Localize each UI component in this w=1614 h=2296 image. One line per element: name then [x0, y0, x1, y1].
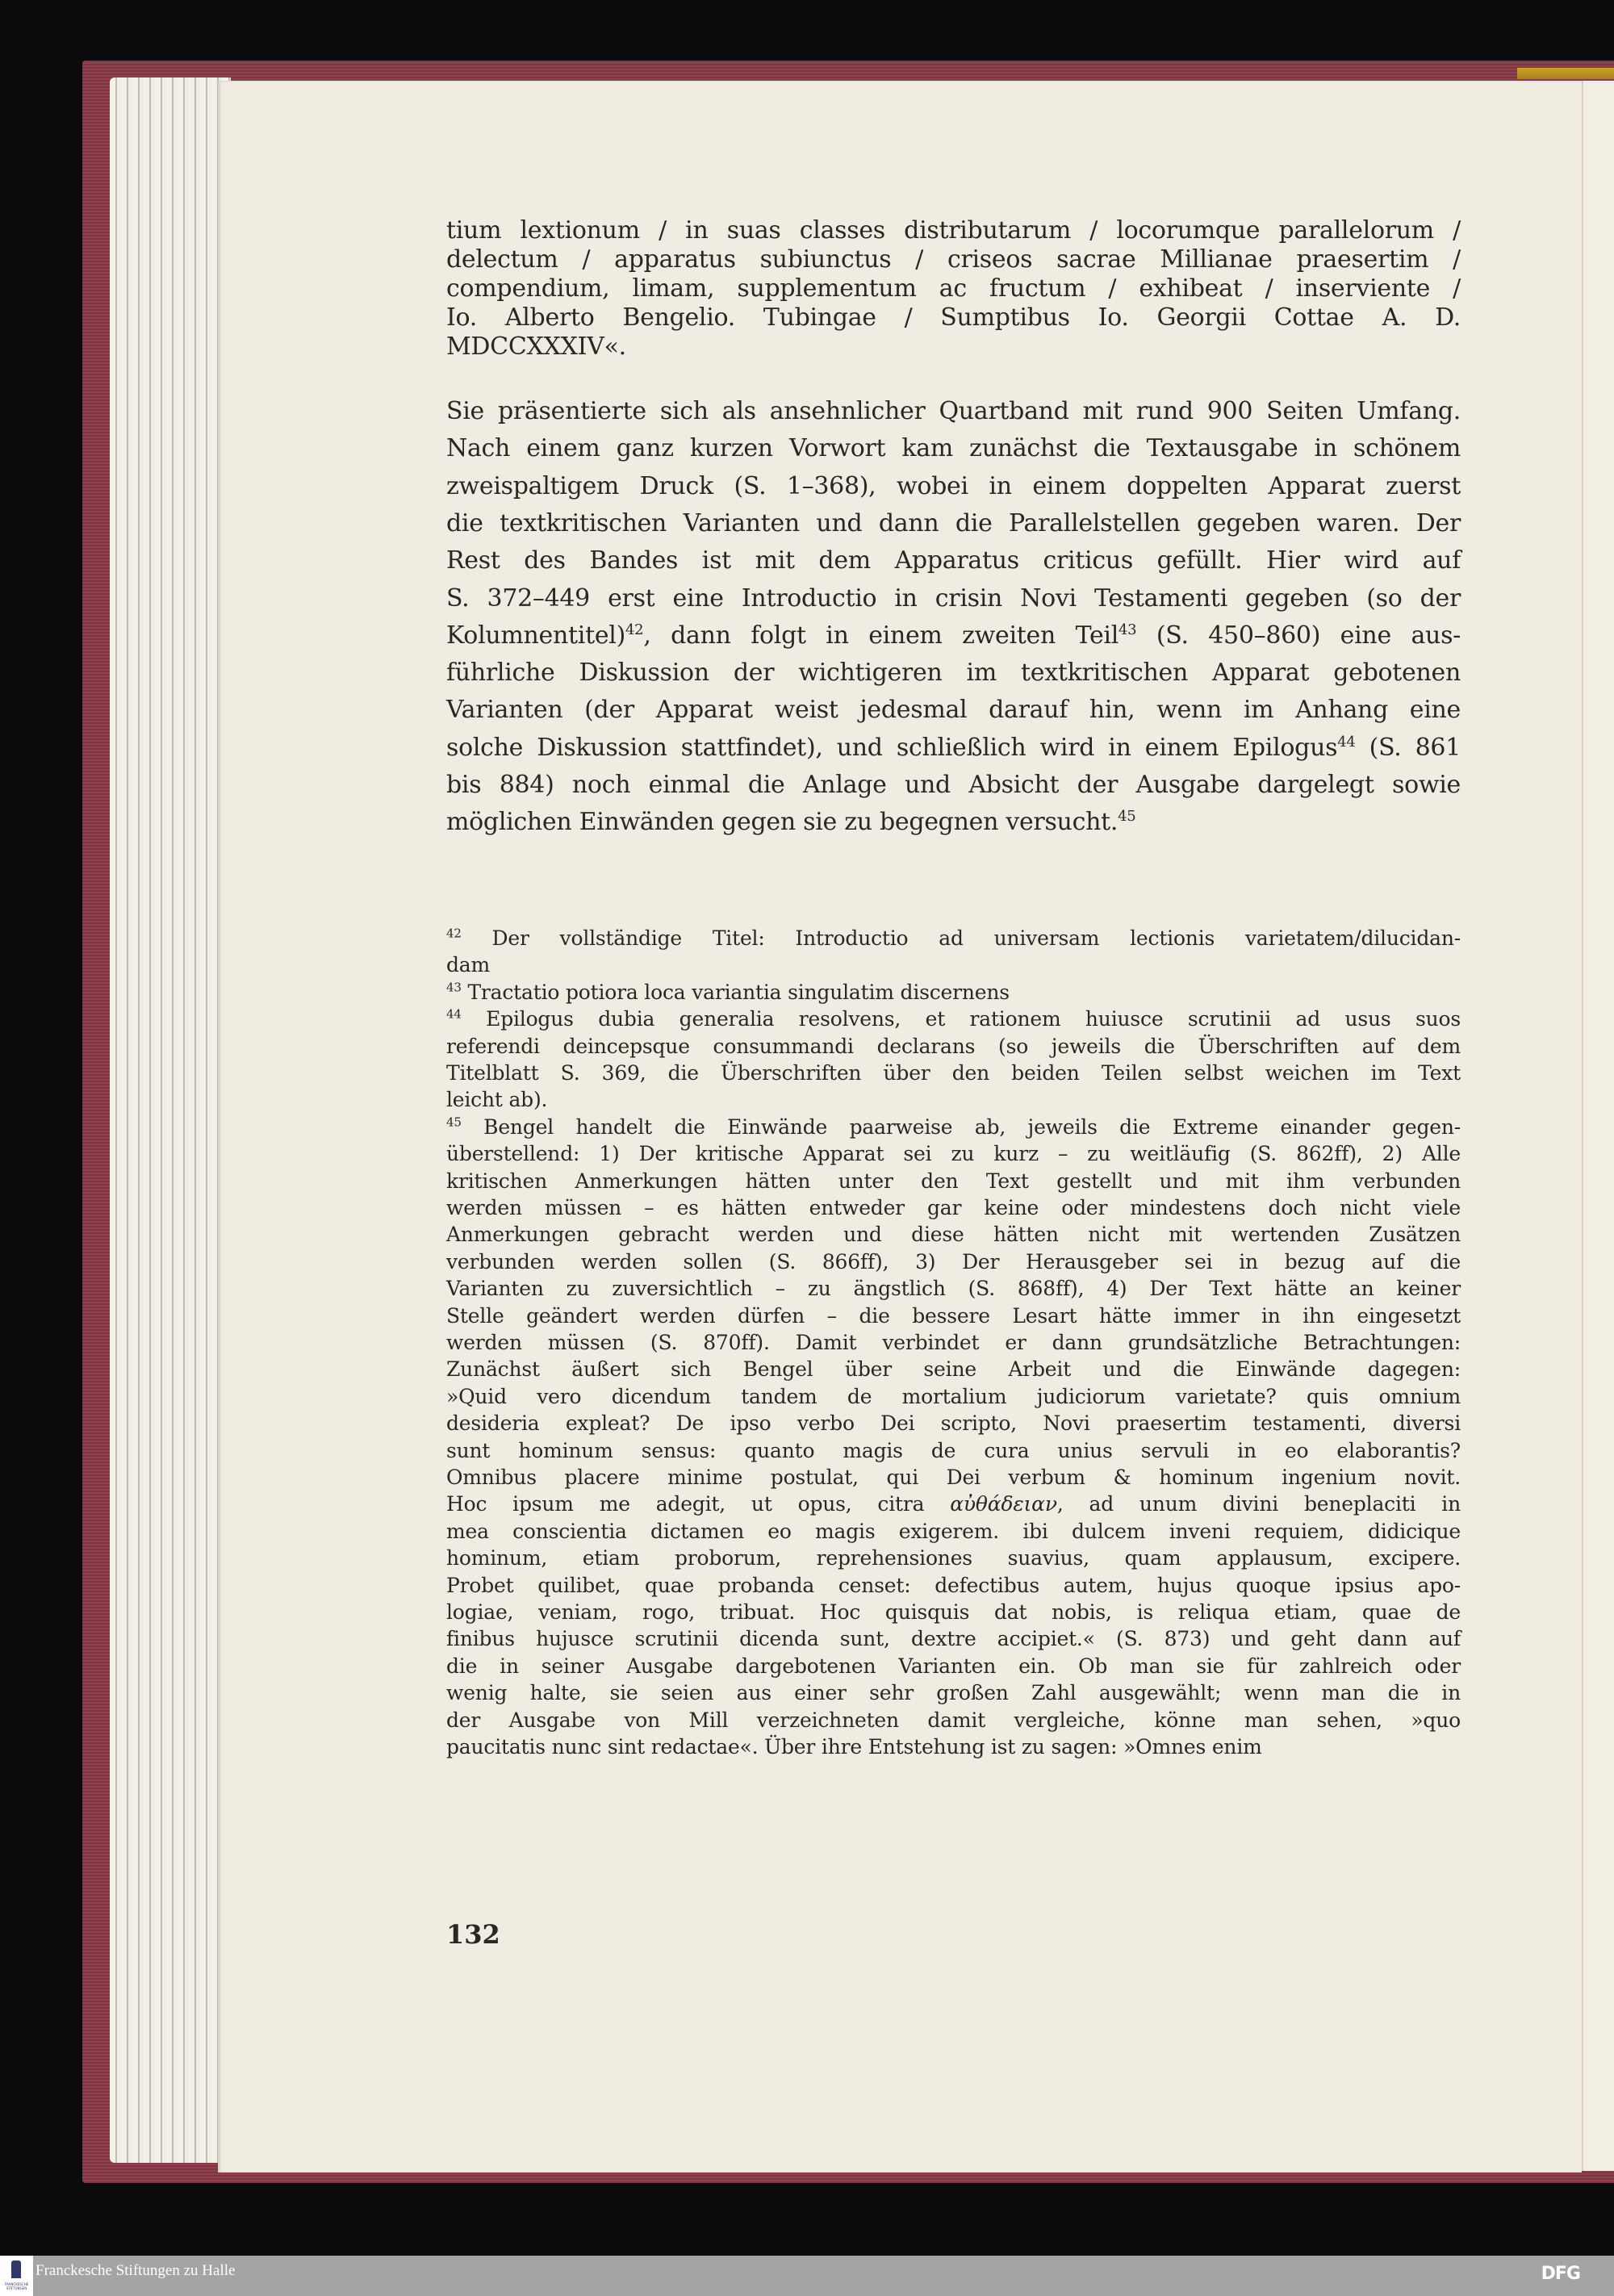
footnote-number: 45: [446, 1115, 462, 1130]
footnote-ref: 42: [625, 621, 644, 638]
page-number: 132: [446, 1919, 500, 1950]
footnote-line: [446, 1627, 1461, 1650]
footnote-line: [446, 1007, 1461, 1031]
headband: [1517, 68, 1614, 79]
footnote-text: wenig halte, sie seien aus einer sehr großen Zahl ausgewählt; wenn man die in: [446, 1681, 1461, 1705]
footnote-text: mea conscientia dictamen eo magis exigerem. ibi dulcem inveni requiem, didicique: [446, 1519, 1461, 1543]
footnote-line: [446, 1520, 1461, 1543]
footnote-text: werden müssen – es hätten entweder gar keine oder mindestens doch nicht viele: [446, 1196, 1461, 1219]
title-line: delectum / apparatus subiunctus / criseos sacrae Millianae praesertim /: [446, 245, 1461, 274]
footnote-line: [446, 981, 1461, 1004]
footnote-line: [446, 953, 1461, 977]
body-line: zweispaltigem Druck (S. 1–368), wobei in einem doppelten Apparat zuerst: [446, 471, 1461, 500]
footnote-text: »Quid vero dicendum tandem de mortalium judiciorum varietate? quis omnium: [446, 1384, 1461, 1408]
logo-caption-line2: STIFTUNGEN: [6, 2286, 27, 2290]
body-line: [446, 734, 1461, 762]
footnote-text: , ad unum divini beneplaciti in: [1056, 1492, 1461, 1516]
footnote-text: sunt hominum sensus: quanto magis de cura unius servuli in eo elaborantis?: [446, 1438, 1461, 1462]
body-text: (S. 861: [1355, 733, 1461, 762]
footnote-line: [446, 1250, 1461, 1273]
logo-caption-line1: FRANCKESCHE: [4, 2282, 29, 2286]
footnote-text: Omnibus placere minime postulat, qui Dei verbum & hominum ingenium novit.: [446, 1466, 1461, 1489]
footnote-text: leicht ab).: [446, 1088, 548, 1112]
footnote-text: Stelle geändert werden dürfen – die bessere Lesart hätte immer in ihn eingesetzt: [446, 1303, 1461, 1328]
footnote-number: 42: [446, 926, 462, 941]
title-line: Io. Alberto Bengelio. Tubingae / Sumptibus Io. Georgii Cottae A. D.: [446, 303, 1461, 332]
body-text: (S. 450–860) eine aus-: [1136, 621, 1461, 650]
footnote-line: [446, 1142, 1461, 1165]
footnote-line: [446, 1681, 1461, 1704]
footnote-line: [446, 1574, 1461, 1597]
footnote-text: Anmerkungen gebracht werden und diese hätten nicht mit wertenden Zusätzen: [446, 1223, 1461, 1247]
book-page: [218, 81, 1582, 2173]
footnote-text: logiae, veniam, rogo, tribuat. Hoc quisquis dat nobis, is reliqua etiam, quae de: [446, 1600, 1461, 1624]
logo-caption: [1, 2282, 32, 2290]
body-text: möglichen Einwänden gegen sie zu begegnen versucht.: [446, 808, 1119, 837]
footnote-line: [446, 1115, 1461, 1139]
footnote-text: desideria expleat? De ipso verbo Dei scripto, Novi praesertim testamenti, diversi: [446, 1411, 1461, 1436]
footnote-ref: 45: [1118, 808, 1136, 826]
body-line: Rest des Bandes ist mit dem Apparatus criticus gefüllt. Hier wird auf: [446, 546, 1461, 575]
footnote-line: [446, 1169, 1461, 1193]
footnote-line: [446, 1277, 1461, 1300]
footnote-number: 43: [446, 980, 462, 995]
greek-word: αὐθάδειαν: [950, 1492, 1057, 1516]
footnote-line: [446, 1654, 1461, 1678]
footnote-line: [446, 1304, 1461, 1328]
footnote-line: [446, 1411, 1461, 1435]
footnote-line: [446, 1708, 1461, 1732]
body-line: [446, 621, 1461, 650]
footnote-text: verbunden werden sollen (S. 866ff), 3) Der Herausgeber sei in bezug auf die: [446, 1249, 1461, 1273]
footnote-text: Probet quilibet, quae probanda censet: defectibus autem, hujus quoque ipsius apo-: [446, 1573, 1461, 1597]
body-line: Sie präsentierte sich als ansehnlicher Quartband mit rund 900 Seiten Umfang.: [446, 397, 1461, 425]
footnote-line: [446, 1385, 1461, 1408]
footnote-line: [446, 1061, 1461, 1085]
footnote-line: [446, 926, 1461, 950]
footnote-line: [446, 1357, 1461, 1381]
footnote-line: [446, 1223, 1461, 1246]
footnote-text: Hoc ipsum me adegit, ut opus, citra: [446, 1492, 951, 1516]
page-stack-edges: [110, 77, 231, 2163]
footnote-ref: 44: [1337, 733, 1356, 751]
footnote-line: [446, 1088, 1461, 1111]
body-line: Nach einem ganz kurzen Vorwort kam zunächst die Textausgabe in schönem: [446, 434, 1461, 463]
footnote-line: [446, 1035, 1461, 1058]
facing-page-edge: [1582, 81, 1614, 2171]
footnote-text: Zunächst äußert sich Bengel über seine Arbeit und die Einwände dagegen:: [446, 1357, 1461, 1382]
body-line: Varianten (der Apparat weist jedesmal darauf hin, wenn im Anhang eine: [446, 696, 1461, 725]
footnote-line: [446, 1466, 1461, 1489]
title-line: compendium, limam, supplementum ac fructum / exhibeat / inserviente /: [446, 274, 1461, 303]
statue-icon: [11, 2260, 21, 2278]
footnote-line: [446, 1600, 1461, 1624]
body-line: führliche Diskussion der wichtigeren im textkritischen Apparat gebotenen: [446, 659, 1461, 688]
footnote-ref: 43: [1119, 621, 1137, 638]
footnote-text: referendi deincepsque consummandi declarans (so jeweils die Überschriften auf dem: [446, 1034, 1461, 1058]
body-text: solche Diskussion stattfindet), und schließlich wird in einem Epilogus: [446, 733, 1338, 762]
footnote-text: kritischen Anmerkungen hätten unter den Text gestellt und mit ihm verbunden: [446, 1169, 1461, 1193]
footnote-text: werden müssen (S. 870ff). Damit verbindet er dann grundsätzliche Betrachtungen:: [446, 1331, 1461, 1354]
franckesche-logo[interactable]: [0, 2256, 33, 2296]
footnote-text: der Ausgabe von Mill verzeichneten damit vergleiche, könne man sehen, »quo: [446, 1708, 1461, 1732]
footnote-text: die in seiner Ausgabe dargebotenen Varianten ein. Ob man sie für zahlreich oder: [446, 1654, 1461, 1678]
title-line: tium lextionum / in suas classes distributarum / locorumque parallelorum /: [446, 216, 1461, 245]
footnote-text: Tractatio potiora loca variantia singulatim discernens: [467, 980, 1010, 1004]
footnote-line: [446, 1546, 1461, 1570]
footnote-line: [446, 1735, 1461, 1759]
footnote-text: Varianten zu zuversichtlich – zu ängstlich (S. 868ff), 4) Der Text hätte an keiner: [446, 1277, 1461, 1301]
title-line: MDCCXXXIV«.: [446, 332, 626, 361]
body-text: , dann folgt in einem zweiten Teil: [643, 621, 1119, 650]
body-line: [446, 808, 1461, 836]
institution-name: Franckesche Stiftungen zu Halle: [36, 2262, 236, 2279]
footnote-line: [446, 1196, 1461, 1219]
footnote-text: paucitatis nunc sint redactae«. Über ihre Entstehung ist zu sagen: »Omnes enim: [446, 1735, 1262, 1759]
footnote-text: Bengel handelt die Einwände paarweise ab, jeweils die Extreme einander gegen-: [483, 1115, 1461, 1139]
footnote-text: überstellend: 1) Der kritische Apparat sei zu kurz – zu weitläufig (S. 862ff), 2) Alle: [446, 1142, 1461, 1166]
footnote-text: Der vollständige Titel: Introductio ad universam lectionis varietatem/dilucidan-: [491, 926, 1461, 950]
body-text: Kolumnentitel): [446, 621, 625, 650]
footnote-number: 44: [446, 1006, 462, 1022]
footnote-line: [446, 1331, 1461, 1354]
footnote-text: Titelblatt S. 369, die Überschriften über den beiden Teilen selbst weichen im Text: [446, 1061, 1461, 1085]
footnote-line: [446, 1492, 1461, 1516]
footnote-text: finibus hujusce scrutinii dicenda sunt, dextre accipiet.« (S. 873) und geht dann auf: [446, 1627, 1461, 1651]
footnote-text: dam: [446, 953, 491, 977]
body-line: bis 884) noch einmal die Anlage und Absicht der Ausgabe dargelegt sowie: [446, 771, 1461, 799]
body-line: S. 372–449 erst eine Introductio in crisin Novi Testamenti gegeben (so der: [446, 583, 1461, 613]
footnote-text: hominum, etiam proborum, reprehensiones suavius, quam applausum, excipere.: [446, 1546, 1461, 1570]
body-line: die textkritischen Varianten und dann die Parallelstellen gegeben waren. Der: [446, 508, 1461, 537]
footer-bar: [0, 2256, 1614, 2296]
footnote-line: [446, 1439, 1461, 1462]
footnote-text: Epilogus dubia generalia resolvens, et rationem huiusce scrutinii ad usus suos: [486, 1007, 1461, 1031]
dfg-logo[interactable]: DFG: [1541, 2264, 1580, 2284]
